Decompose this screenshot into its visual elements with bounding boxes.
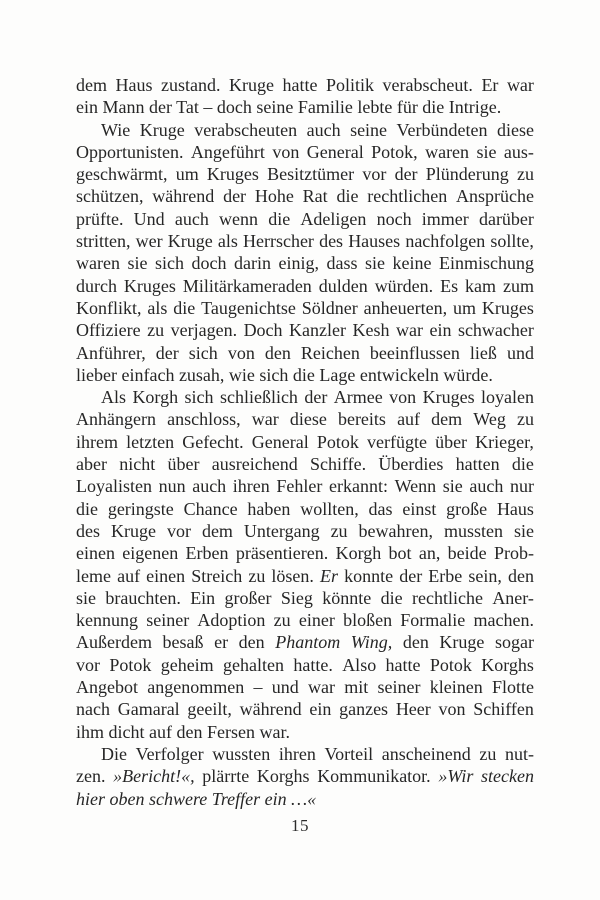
text-line: aber nicht über ausreichend Schiffe. Überdies hatten die [76, 454, 534, 475]
text-line: geschwärmt, um Kruges Besitztümer vor der Plünderung zu [76, 164, 534, 185]
text-line: waren sie sich doch darin einig, dass sie keine Einmischung [76, 253, 534, 274]
text-line: Offiziere zu verjagen. Doch Kanzler Kesh war ein schwacher [76, 320, 534, 341]
text-line: einen eigenen Erben präsentieren. Korgh bot an, beide Prob- [76, 543, 534, 564]
text-line: Opportunisten. Angeführt von General Potok, waren sie aus- [76, 141, 534, 162]
text-line: ein Mann der Tat – doch seine Familie lebte für die Intrige. [76, 97, 502, 118]
text-line: stritten, wer Kruge als Herrscher des Hauses nachfolgen sollte, [76, 231, 534, 252]
text-line: Die Verfolger wussten ihren Vorteil anscheinend zu nut- [101, 743, 534, 764]
text-line: die geringste Chance haben wollten, das einst große Haus [76, 498, 534, 519]
text-line: prüfte. Und auch wenn die Adeligen noch immer darüber [76, 208, 534, 229]
text-line: Konflikt, als die Taugenichtse Söldner anheuerten, um Kruges [76, 297, 534, 318]
text-line: Anführer, der sich von den Reichen beeinflussen ließ und [76, 342, 534, 363]
text-line: sie brauchten. Ein großer Sieg könnte die rechtliche Aner- [76, 587, 534, 608]
text-line: Außerdem besaß er den Phantom Wing, den Kruge sogar [76, 632, 534, 653]
text-line: lieber einfach zusah, wie sich die Lage entwickeln würde. [76, 364, 493, 385]
text-line: hier oben schwere Treffer ein …« [76, 788, 317, 809]
text-line: ihm dicht auf den Fersen war. [76, 721, 290, 742]
text-line: zen. »Bericht!«, plärrte Korghs Kommunikator. »Wir stecken [76, 766, 534, 787]
page-text-block [76, 74, 534, 810]
paragraph [76, 743, 534, 810]
paragraph [76, 386, 534, 743]
text-line: Anhängern anschloss, war diese bereits auf dem Weg zu [76, 409, 534, 430]
text-line: dem Haus zustand. Kruge hatte Politik verabscheut. Er war [76, 75, 534, 95]
text-line: Als Korgh sich schließlich der Armee von Kruges loyalen [101, 387, 534, 408]
text-line: schützen, während der Hohe Rat die rechtlichen Ansprüche [76, 186, 534, 207]
paragraph [76, 74, 534, 119]
text-line: durch Kruges Militärkameraden dulden würden. Es kam zum [76, 275, 534, 296]
text-line: vor Potok geheim gehalten hatte. Also hatte Potok Korghs [76, 654, 534, 675]
text-line: Wie Kruge verabscheuten auch seine Verbündeten diese [101, 119, 534, 140]
text-line: nach Gamaral geeilt, während ein ganzes Heer von Schiffen [76, 699, 534, 720]
paragraph [76, 119, 534, 387]
text-line: kennung seiner Adoption zu einer bloßen Formalie machen. [76, 610, 534, 631]
text-line: leme auf einen Streich zu lösen. Er konnte der Erbe sein, den [76, 565, 534, 586]
text-line: des Kruge vor dem Untergang zu bewahren, mussten sie [76, 520, 534, 541]
text-line: ihrem letzten Gefecht. General Potok verfügte über Krieger, [76, 431, 534, 452]
text-line: Angebot angenommen – und war mit seiner kleinen Flotte [76, 677, 534, 698]
page-number: 15 [291, 816, 309, 835]
text-line: Loyalisten nun auch ihren Fehler erkannt: Wenn sie auch nur [76, 476, 534, 497]
